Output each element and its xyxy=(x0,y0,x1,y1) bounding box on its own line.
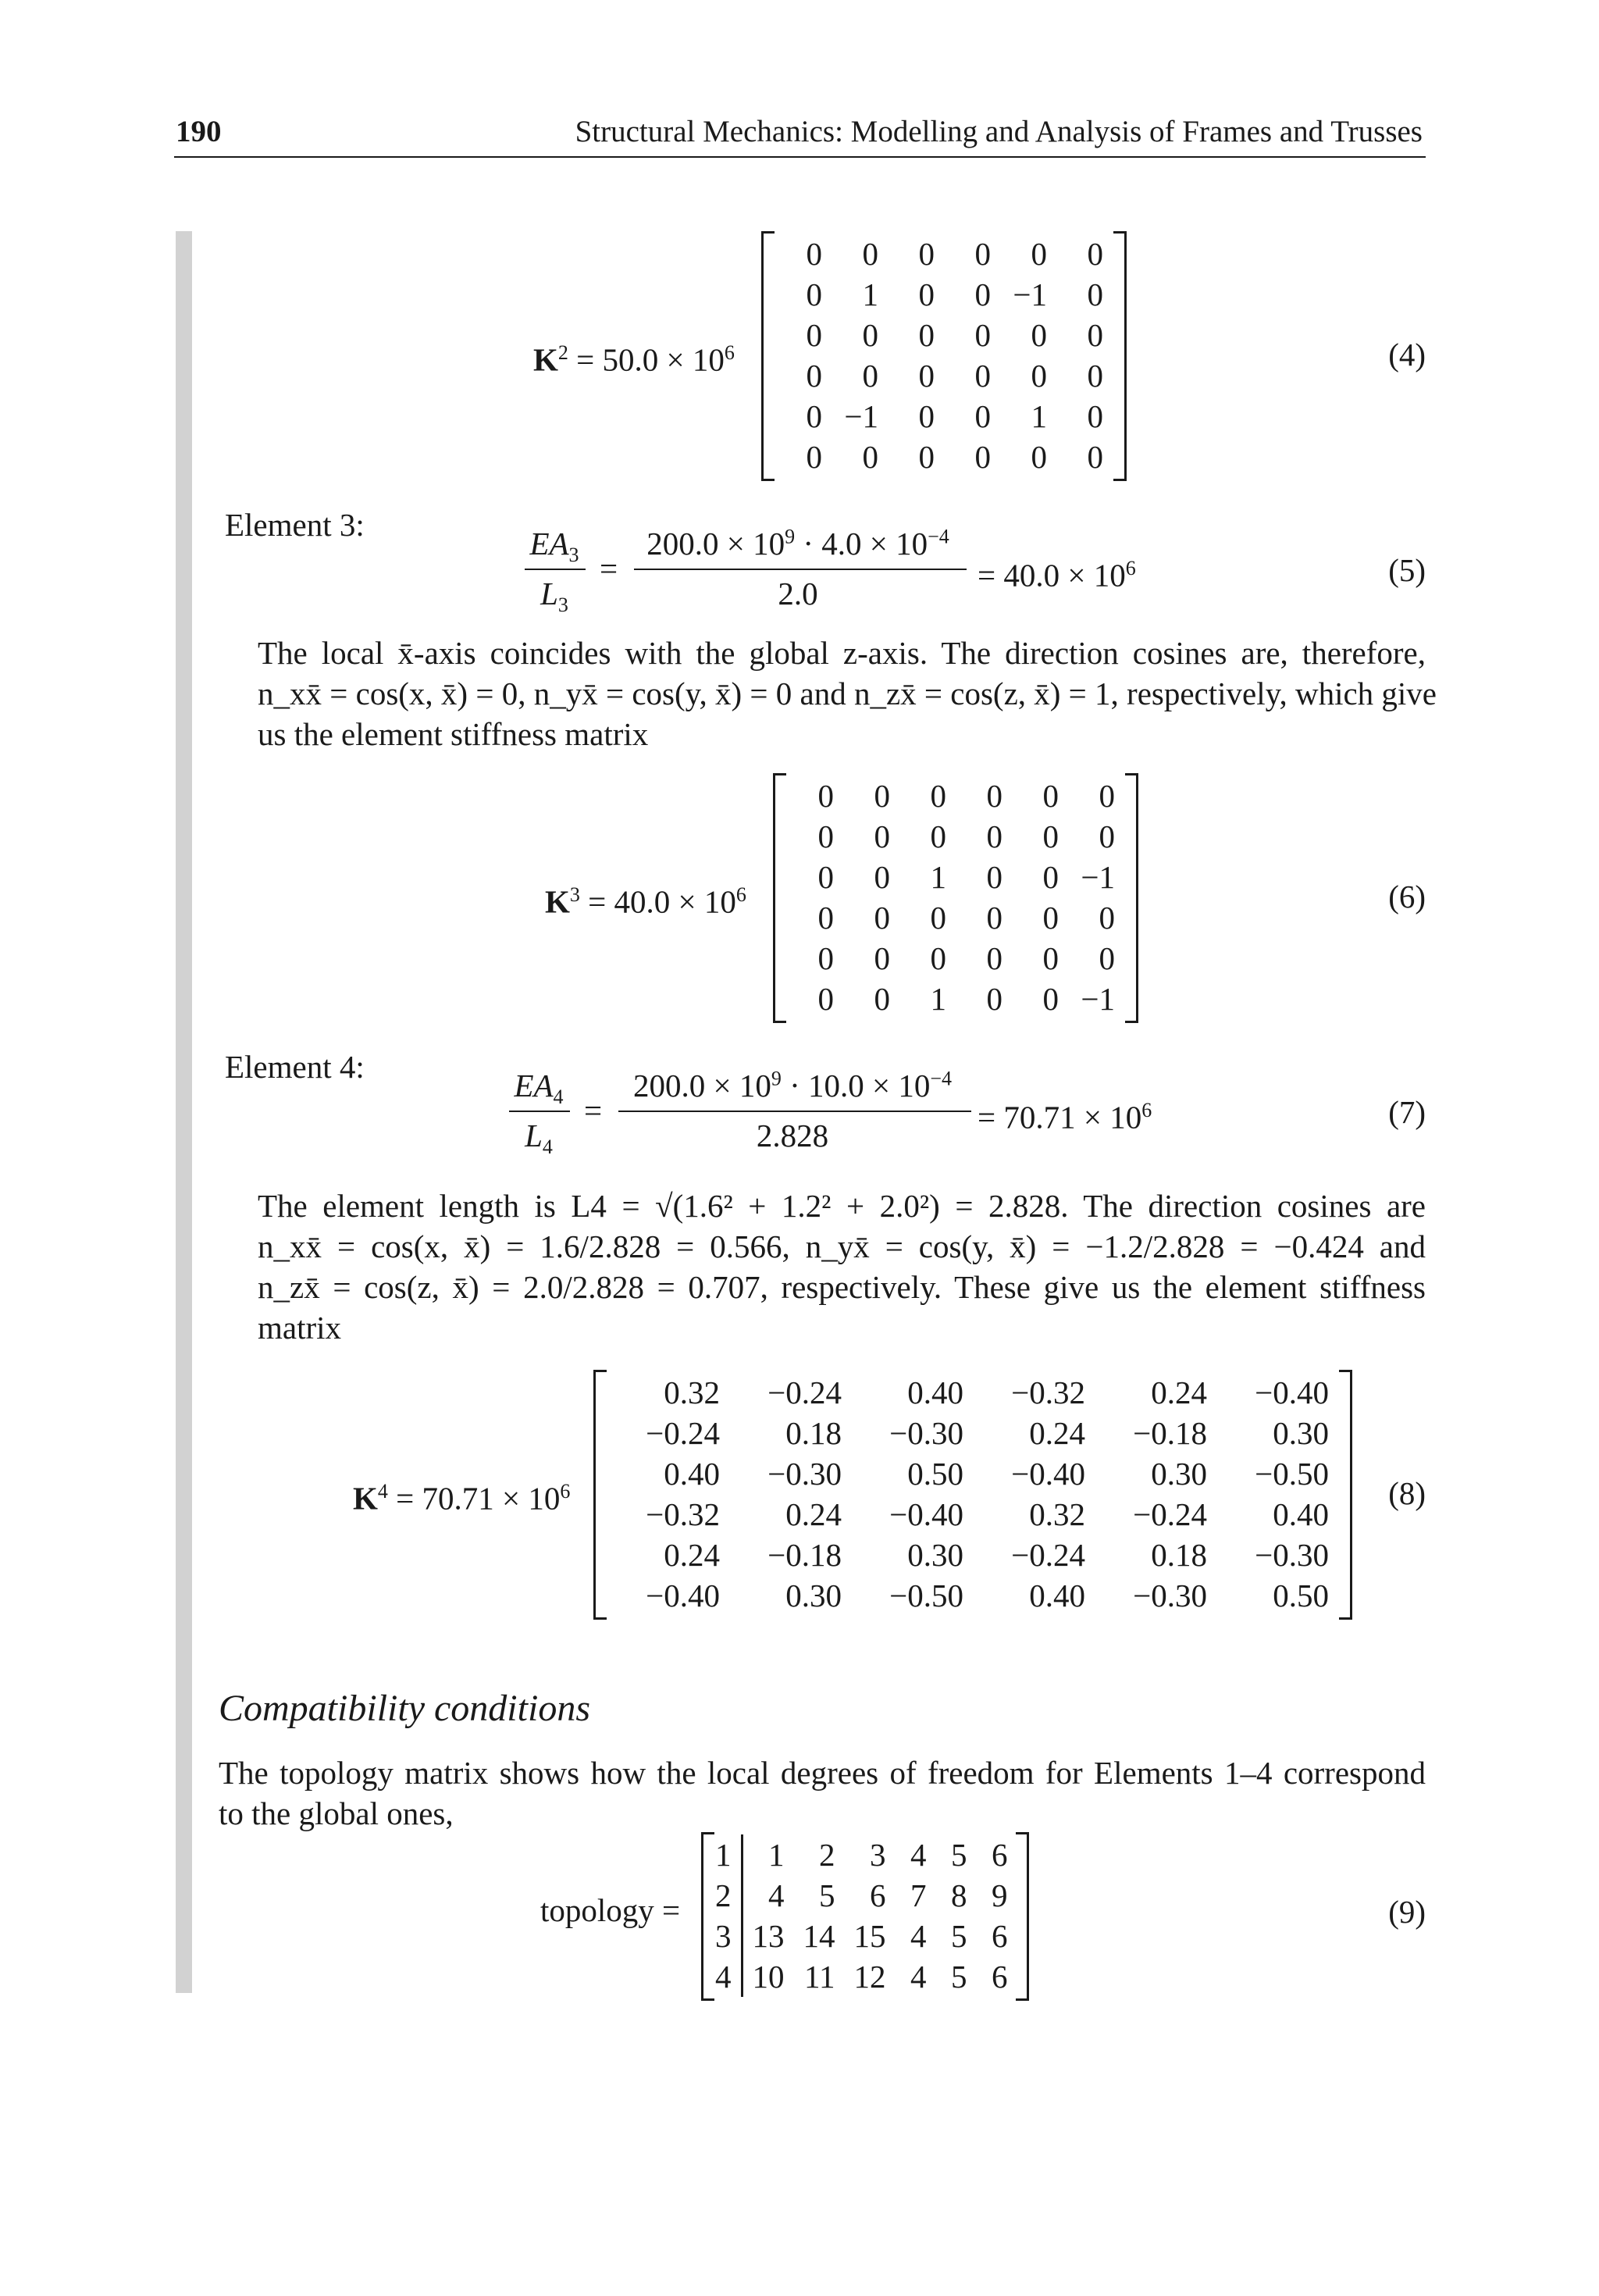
matrix-cell: 0.40 xyxy=(1029,1578,1085,1613)
matrix-cell: −1 xyxy=(1081,981,1115,1017)
matrix-cell: 0 xyxy=(974,236,991,272)
matrix-cell: 8 xyxy=(951,1877,967,1913)
matrix-cell: 0 xyxy=(930,818,946,854)
matrix-cell: 0 xyxy=(1099,940,1115,976)
matrix-cell: 0.30 xyxy=(1151,1456,1207,1492)
matrix-cell: 0 xyxy=(1087,439,1103,475)
matrix-cell: 0 xyxy=(1042,778,1059,814)
matrix-cell: 0.18 xyxy=(1151,1537,1207,1573)
page-number: 190 xyxy=(176,115,222,148)
matrix-cell: −0.40 xyxy=(646,1578,720,1613)
matrix-cell: 12 xyxy=(853,1959,886,1995)
header-rule xyxy=(174,156,1426,158)
matrix-cell: 0 xyxy=(806,236,822,272)
compat-paragraph: The topology matrix shows how the local degrees of freedom for Elements 1–4 correspond to the global ones, xyxy=(219,1755,1426,1831)
matrix-cell: 5 xyxy=(951,1837,967,1873)
matrix-cell: 0 xyxy=(986,859,1002,895)
element3-equals: = xyxy=(600,551,618,586)
matrix-cell: 0.32 xyxy=(664,1374,720,1410)
matrix-cell: 0 xyxy=(806,358,822,394)
matrix-cell: 0 xyxy=(986,778,1002,814)
eq4-matrix xyxy=(761,231,1127,481)
eq8-number: (8) xyxy=(1388,1475,1426,1511)
matrix-cell: 0 xyxy=(918,317,935,353)
matrix-row xyxy=(775,437,1113,477)
eq5-number: (5) xyxy=(1388,552,1426,588)
matrix-cell: 0 xyxy=(1087,236,1103,272)
element4-frac-num: $EA_4$ xyxy=(514,1068,564,1109)
element4-label: Element 4: xyxy=(225,1049,365,1085)
matrix-cell: 1 xyxy=(1031,398,1047,434)
matrix-row xyxy=(787,938,1124,979)
matrix-cell: 0.24 xyxy=(664,1537,720,1573)
matrix-cell: 0 xyxy=(918,398,935,434)
matrix-cell: 14 xyxy=(803,1918,835,1954)
matrix-cell: −0.18 xyxy=(767,1537,842,1573)
matrix-cell: 0 xyxy=(806,398,822,434)
matrix-cell: 0 xyxy=(986,818,1002,854)
matrix-row xyxy=(712,1956,1017,1997)
matrix-cell: 0 xyxy=(974,317,991,353)
matrix-cell: 0 xyxy=(817,859,834,895)
matrix-cell: 0 xyxy=(1042,940,1059,976)
matrix-cell: 1 xyxy=(768,1837,785,1873)
matrix-cell: 0.24 xyxy=(1029,1415,1085,1451)
matrix-row xyxy=(787,897,1124,938)
matrix-cell: 1 xyxy=(930,981,946,1017)
matrix-cell: 0.50 xyxy=(907,1456,963,1492)
matrix-cell: 0 xyxy=(986,900,1002,936)
matrix-index: 2 xyxy=(712,1875,742,1916)
matrix-cell: 0.30 xyxy=(1273,1415,1329,1451)
matrix-cell: 0 xyxy=(874,778,890,814)
matrix-row xyxy=(607,1413,1338,1453)
matrix-cell: 0 xyxy=(1031,317,1047,353)
matrix-row xyxy=(775,315,1113,355)
matrix-cell: 0 xyxy=(862,358,878,394)
matrix-cell: 5 xyxy=(819,1877,835,1913)
matrix-cell: 0 xyxy=(817,900,834,936)
matrix-row xyxy=(607,1494,1338,1535)
matrix-cell: 0 xyxy=(918,236,935,272)
eq6-matrix xyxy=(773,773,1138,1023)
eq4-number: (4) xyxy=(1388,337,1426,373)
matrix-cell: 6 xyxy=(992,1918,1008,1954)
matrix-cell: 0 xyxy=(974,398,991,434)
matrix-cell: 0 xyxy=(1042,859,1059,895)
matrix-cell: 0 xyxy=(974,276,991,312)
matrix-cell: 0 xyxy=(918,276,935,312)
element3-frac-line xyxy=(525,569,586,570)
element3-paragraph: The local x̄-axis coincides with the global z-axis. The direction cosines are, therefore, n_xx̄ = cos(x, x̄) = 0, n_yx̄ = cos(y, x̄) = 0 and n_zx̄ = cos(z, x̄) = 1, respectively, which give us the element stiffness matrix xyxy=(258,635,1437,752)
matrix-cell: 0 xyxy=(1099,900,1115,936)
matrix-cell: 0 xyxy=(1042,818,1059,854)
matrix-cell: −0.40 xyxy=(1011,1456,1085,1492)
matrix-cell: 6 xyxy=(870,1877,886,1913)
eq8-lhs: $K^4 = 70.71 \times 10^6$ xyxy=(353,1480,571,1517)
matrix-cell: −0.40 xyxy=(889,1496,963,1532)
matrix-cell: 0.40 xyxy=(907,1374,963,1410)
matrix-cell: 0 xyxy=(874,900,890,936)
matrix-cell: 0.24 xyxy=(785,1496,842,1532)
matrix-cell: 0.18 xyxy=(785,1415,842,1451)
matrix-cell: 0 xyxy=(862,236,878,272)
matrix-index: 4 xyxy=(712,1956,742,1997)
matrix-cell: 4 xyxy=(910,1918,927,1954)
matrix-cell: 0 xyxy=(1087,358,1103,394)
element4-paragraph: The element length is L4 = √(1.6² + 1.2² + 2.0²) = 2.828. The direction cosines are n_xx̄ = cos(x, x̄) = 1.6/2.828 = 0.566, n_yx̄ = cos(y, x̄) = −1.2/2.828 = −0.424 and n_zx̄ = cos(z, x̄) = 2.0/2.828 = 0.707, respectively. These give us the element stiffness matrix xyxy=(258,1188,1426,1346)
matrix-cell: 0 xyxy=(1042,900,1059,936)
matrix-cell: 0 xyxy=(817,818,834,854)
matrix-row xyxy=(775,274,1113,315)
matrix-cell: 0 xyxy=(874,859,890,895)
matrix-cell: 13 xyxy=(752,1918,785,1954)
matrix-cell: 0.30 xyxy=(785,1578,842,1613)
matrix-cell: 7 xyxy=(910,1877,927,1913)
eq9-lhs: topology = xyxy=(540,1892,681,1928)
matrix-row xyxy=(787,979,1124,1019)
matrix-cell: −0.30 xyxy=(1133,1578,1207,1613)
matrix-cell: −0.50 xyxy=(889,1578,963,1613)
element4-rhs-num: $200.0 \times 10^9 \cdot 10.0 \times 10^{-4}$ xyxy=(632,1067,953,1103)
eq9-number: (9) xyxy=(1388,1894,1426,1930)
eq8-matrix xyxy=(593,1370,1352,1620)
element4-rhs-line xyxy=(618,1111,971,1112)
matrix-cell: 0 xyxy=(874,981,890,1017)
element4-frac-line xyxy=(509,1111,570,1112)
matrix-cell: −0.24 xyxy=(1133,1496,1207,1532)
matrix-cell: 0 xyxy=(862,439,878,475)
matrix-cell: 0 xyxy=(1087,398,1103,434)
matrix-cell: −0.18 xyxy=(1133,1415,1207,1451)
matrix-cell: 0 xyxy=(862,317,878,353)
matrix-cell: 0 xyxy=(1099,818,1115,854)
matrix-row xyxy=(607,1535,1338,1575)
matrix-index: 3 xyxy=(712,1916,742,1956)
matrix-cell: 0.32 xyxy=(1029,1496,1085,1532)
matrix-cell: 0.30 xyxy=(907,1537,963,1573)
matrix-index: 1 xyxy=(712,1834,742,1875)
matrix-cell: 0 xyxy=(974,358,991,394)
matrix-row xyxy=(607,1575,1338,1616)
matrix-row xyxy=(712,1916,1017,1956)
matrix-cell: 0 xyxy=(817,940,834,976)
matrix-cell: 0 xyxy=(1099,778,1115,814)
matrix-cell: 0 xyxy=(817,778,834,814)
matrix-row xyxy=(775,355,1113,396)
matrix-cell: −1 xyxy=(1081,859,1115,895)
matrix-cell: 0.24 xyxy=(1151,1374,1207,1410)
matrix-cell: 4 xyxy=(910,1837,927,1873)
element3-rhs-den: 2.0 xyxy=(778,576,818,611)
element3-frac-den: $L_3$ xyxy=(540,576,568,617)
matrix-cell: 6 xyxy=(992,1959,1008,1995)
matrix-cell: −0.32 xyxy=(646,1496,720,1532)
eq4-lhs: $K^2 = 50.0 \times 10^6$ xyxy=(533,341,735,378)
matrix-cell: −0.24 xyxy=(767,1374,842,1410)
matrix-cell: −0.32 xyxy=(1011,1374,1085,1410)
matrix-cell: 4 xyxy=(768,1877,785,1913)
element3-rhs-line xyxy=(634,569,967,570)
element4-equals: = xyxy=(584,1093,603,1128)
matrix-cell: 0 xyxy=(930,940,946,976)
matrix-cell: 5 xyxy=(951,1918,967,1954)
matrix-row xyxy=(775,396,1113,437)
matrix-cell: 0 xyxy=(1042,981,1059,1017)
element3-frac-num: $EA_3$ xyxy=(529,526,579,567)
matrix-cell: 0 xyxy=(1087,317,1103,353)
matrix-row xyxy=(712,1875,1017,1916)
matrix-row xyxy=(712,1834,1017,1875)
matrix-cell: 0 xyxy=(874,940,890,976)
matrix-cell: −0.40 xyxy=(1255,1374,1329,1410)
element3-rhs-num: $200.0 \times 10^9 \cdot 4.0 \times 10^{-4}$ xyxy=(646,525,949,562)
matrix-row xyxy=(787,816,1124,857)
matrix-cell: 0 xyxy=(1087,276,1103,312)
matrix-cell: 0.50 xyxy=(1273,1578,1329,1613)
matrix-cell: 15 xyxy=(853,1918,886,1954)
matrix-cell: 0.40 xyxy=(1273,1496,1329,1532)
matrix-cell: 0 xyxy=(817,981,834,1017)
eq7-number: (7) xyxy=(1388,1094,1426,1130)
eq6-number: (6) xyxy=(1388,879,1426,914)
matrix-cell: 0 xyxy=(806,276,822,312)
matrix-cell: 5 xyxy=(951,1959,967,1995)
matrix-cell: −0.24 xyxy=(646,1415,720,1451)
matrix-cell: 0 xyxy=(874,818,890,854)
element4-frac-den: $L_4$ xyxy=(525,1118,553,1159)
matrix-cell: 0 xyxy=(1031,236,1047,272)
matrix-cell: 4 xyxy=(910,1959,927,1995)
matrix-cell: 10 xyxy=(752,1959,785,1995)
matrix-cell: 1 xyxy=(862,276,878,312)
element4-result: = $70.71 \times 10^6$ xyxy=(978,1099,1152,1136)
matrix-cell: −0.50 xyxy=(1255,1456,1329,1492)
matrix-cell: 6 xyxy=(992,1837,1008,1873)
matrix-row xyxy=(787,775,1124,816)
section-title: Compatibility conditions xyxy=(219,1688,590,1729)
matrix-cell: 0 xyxy=(986,981,1002,1017)
matrix-cell: −1 xyxy=(1013,276,1047,312)
eq9-matrix xyxy=(701,1832,1029,2001)
eq6-lhs: $K^3 = 40.0 \times 10^6$ xyxy=(545,883,746,920)
matrix-row xyxy=(787,857,1124,897)
matrix-cell: 0 xyxy=(1031,358,1047,394)
matrix-cell: 0 xyxy=(806,317,822,353)
matrix-row xyxy=(775,234,1113,274)
matrix-cell: 9 xyxy=(992,1877,1008,1913)
matrix-cell: −0.30 xyxy=(889,1415,963,1451)
matrix-cell: 1 xyxy=(930,859,946,895)
matrix-row xyxy=(607,1372,1338,1413)
matrix-cell: 3 xyxy=(870,1837,886,1873)
matrix-cell: −1 xyxy=(844,398,878,434)
matrix-cell: 0 xyxy=(806,439,822,475)
element4-rhs-den: 2.828 xyxy=(756,1118,829,1153)
matrix-cell: 0 xyxy=(974,439,991,475)
element3-result: = $40.0 \times 10^6$ xyxy=(978,557,1136,594)
matrix-cell: 0 xyxy=(1031,439,1047,475)
matrix-cell: −0.24 xyxy=(1011,1537,1085,1573)
matrix-cell: 0 xyxy=(918,358,935,394)
matrix-cell: 0 xyxy=(986,940,1002,976)
change-bar xyxy=(176,231,192,1993)
matrix-cell: −0.30 xyxy=(767,1456,842,1492)
element3-label: Element 3: xyxy=(225,507,365,543)
matrix-row xyxy=(607,1453,1338,1494)
matrix-cell: 0 xyxy=(930,900,946,936)
matrix-cell: 0 xyxy=(918,439,935,475)
matrix-cell: −0.30 xyxy=(1255,1537,1329,1573)
running-title: Structural Mechanics: Modelling and Analysis of Frames and Trusses xyxy=(575,115,1423,148)
matrix-cell: 0 xyxy=(930,778,946,814)
matrix-cell: 0.40 xyxy=(664,1456,720,1492)
matrix-cell: 2 xyxy=(819,1837,835,1873)
matrix-cell: 11 xyxy=(804,1959,835,1995)
